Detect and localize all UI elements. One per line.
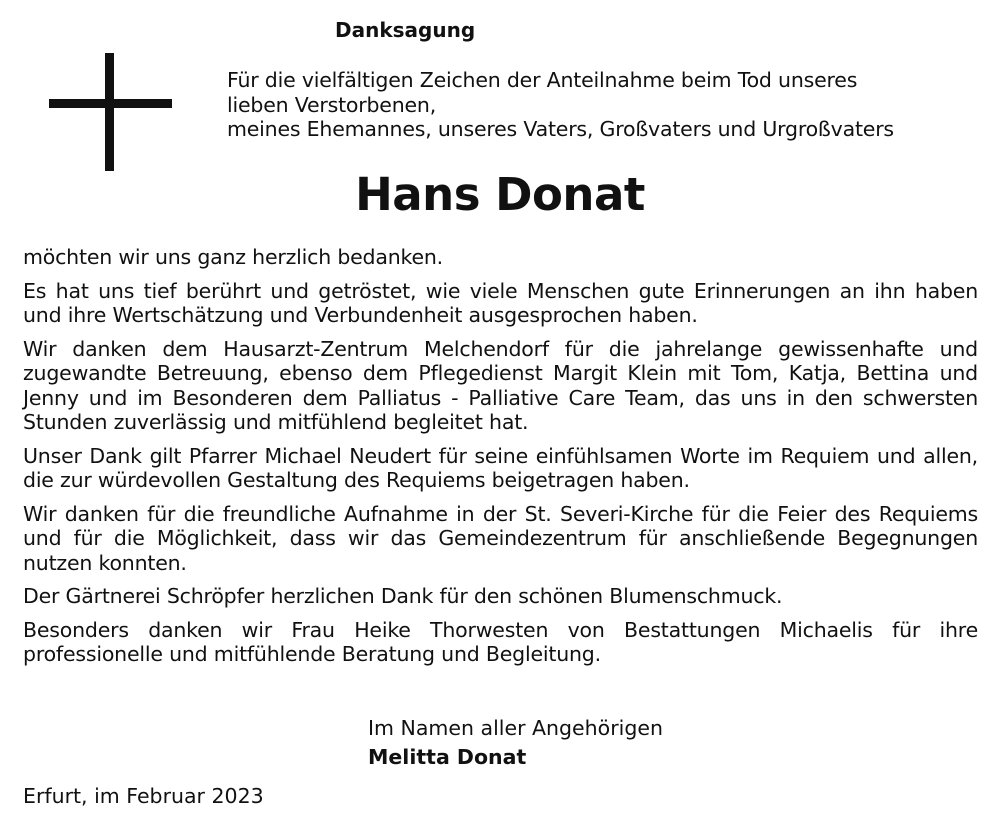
signature-block	[368, 714, 663, 772]
intro-line: meines Ehemannes, unseres Vaters, Großvaters und Urgroßvaters	[227, 117, 894, 141]
cross-horizontal-bar	[49, 99, 172, 108]
cross-vertical-bar	[105, 53, 114, 171]
paragraph: Es hat uns tief berührt und getröstet, wie viele Menschen gute Erinnerungen an ihn haben und ihre Wertschätzung und Verbundenheit ausgesprochen haben.	[23, 278, 978, 327]
body-text	[23, 245, 978, 676]
paragraph: möchten wir uns ganz herzlich bedanken.	[23, 245, 443, 269]
paragraph: Wir danken für die freundliche Aufnahme in der St. Severi-Kirche für die Feier des Requiems und für die Möglichkeit, dass wir das Gemeindezentrum für anschließende Begegnungen nutzen konnten.	[23, 501, 978, 575]
intro-text	[227, 68, 987, 142]
paragraph: Wir danken dem Hausarzt-Zentrum Melchendorf für die jahrelange gewissenhafte und zugewandte Betreuung, ebenso dem Pflegedienst Margit Klein mit Tom, Katja, Bettina und Jenny und im Besonderen dem Palliatus - Palliative Care Team, das uns in den schwersten Stunden zuverlässig und mitfühlend begleitet hat.	[23, 336, 978, 434]
paragraph: Unser Dank gilt Pfarrer Michael Neudert für seine einfühlsamen Worte im Requiem und allen, die zur würdevollen Gestaltung des Requiems beigetragen haben.	[23, 443, 978, 492]
paragraph: Besonders danken wir Frau Heike Thorwesten von Bestattungen Michaelis für ihre professionelle und mitfühlende Beratung und Begleitung.	[23, 617, 978, 666]
signature-line: Im Namen aller Angehörigen	[368, 716, 663, 740]
signature-name: Melitta Donat	[368, 745, 527, 769]
place-date: Erfurt, im Februar 2023	[23, 784, 264, 808]
deceased-name: Hans Donat	[355, 168, 645, 221]
intro-line: lieben Verstorbenen,	[227, 92, 437, 117]
intro-line: Für die vielfältigen Zeichen der Anteilnahme beim Tod unseres	[227, 68, 858, 92]
paragraph: Der Gärtnerei Schröpfer herzlichen Dank für den schönen Blumenschmuck.	[23, 584, 783, 608]
heading-danksagung: Danksagung	[335, 18, 476, 42]
